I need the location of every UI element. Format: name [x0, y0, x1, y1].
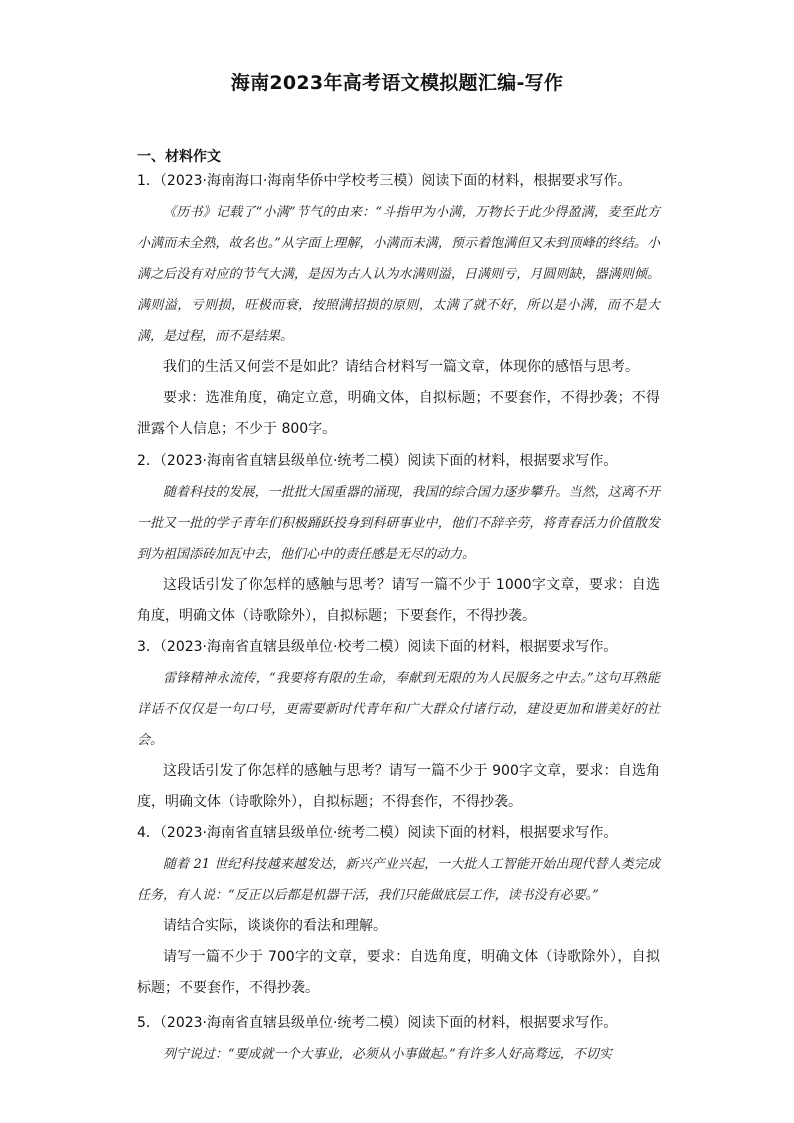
- question-2-material: 随着科技的发展，一批批大国重器的涌现，我国的综合国力逐步攀升。当然，这离不开一批又一批的学子青年们积极踊跃投身到科研事业中，他们不辞辛劳，将青春活力价值散发到为祖国添砖加瓦中去，他们心中的责任感是无尽的动力。: [137, 485, 660, 562]
- question-4: [137, 818, 660, 1004]
- question-3-material: 雷锋精神永流传，“我要将有限的生命，奉献到无限的为人民服务之中去。”这句耳熟能详话不仅仅是一句口号，更需要新时代青年和广大群众付诸行动，建设更加和谐美好的社会。: [137, 671, 660, 748]
- document-title: 海南2023年高考语文模拟题汇编-写作: [230, 72, 564, 94]
- question-1-requirements: 要求：选准角度，确定立意，明确文体，自拟标题；不要套作，不得抄袭；不得泄露个人信息；不少于 800字。: [137, 390, 660, 437]
- question-4-requirements: 请写一篇不少于 700字的文章，要求：自选角度，明确文体（诗歌除外），自拟标题；不要套作，不得抄袭。: [137, 949, 660, 996]
- question-3: [137, 632, 660, 818]
- question-3-requirements: 这段话引发了你怎样的感触与思考？请写一篇不少于 900字文章，要求：自选角度，明确文体（诗歌除外），自拟标题；不得套作，不得抄袭。: [137, 763, 660, 810]
- question-4-stem: 4．（2023·海南省直辖县级单位·统考二模）阅读下面的材料，根据要求写作。: [137, 825, 618, 841]
- question-1-prompt: 我们的生活又何尝不是如此？请结合材料写一篇文章，体现你的感悟与思考。: [163, 359, 639, 375]
- section-heading: 一、材料作文: [137, 149, 221, 165]
- question-2-stem: 2．（2023·海南省直辖县级单位·统考二模）阅读下面的材料，根据要求写作。: [137, 453, 618, 469]
- question-5-stem: 5．（2023·海南省直辖县级单位·统考二模）阅读下面的材料，根据要求写作。: [137, 1015, 618, 1031]
- question-2-requirements: 这段话引发了你怎样的感触与思考？请写一篇不少于 1000字文章，要求：自选角度，明确文体（诗歌除外），自拟标题；下要套作，不得抄袭。: [137, 577, 660, 624]
- question-5-material: 列宁说过：“要成就一个大事业，必须从小事做起。”有许多人好高骛远，不切实: [163, 1047, 612, 1062]
- question-1-material: 《历书》记载了“小满”节气的由来：“斗指甲为小满，万物长于此少得盈满，麦至此方小满而未全熟，故名也。”从字面上理解，小满而未满，预示着饱满但又未到顶峰的终结。小满之后没有对应的节气大满，是因为古人认为水满则溢，日满则亏，月圆则缺，器满则倾。满则溢，亏则损，旺极而衰，按照满招损的原则，太满了就不好，所以是小满，而不是大满，是过程，而不是结果。: [137, 205, 660, 344]
- question-4-prompt: 请结合实际，谈谈你的看法和理解。: [163, 918, 387, 934]
- question-4-material: 随着 21 世纪科技越来越发达，新兴产业兴起，一大批人工智能开始出现代替人类完成任务，有人说：“反正以后都是机器干活，我们只能做底层工作，读书没有必要。”: [137, 857, 660, 903]
- question-1-stem: 1．（2023·海南海口·海南华侨中学校考三模）阅读下面的材料，根据要求写作。: [137, 173, 632, 189]
- question-1: [137, 166, 660, 445]
- question-2: [137, 446, 660, 632]
- question-5: [137, 1008, 660, 1070]
- question-3-stem: 3．（2023·海南省直辖县级单位·校考二模）阅读下面的材料，根据要求写作。: [137, 639, 618, 655]
